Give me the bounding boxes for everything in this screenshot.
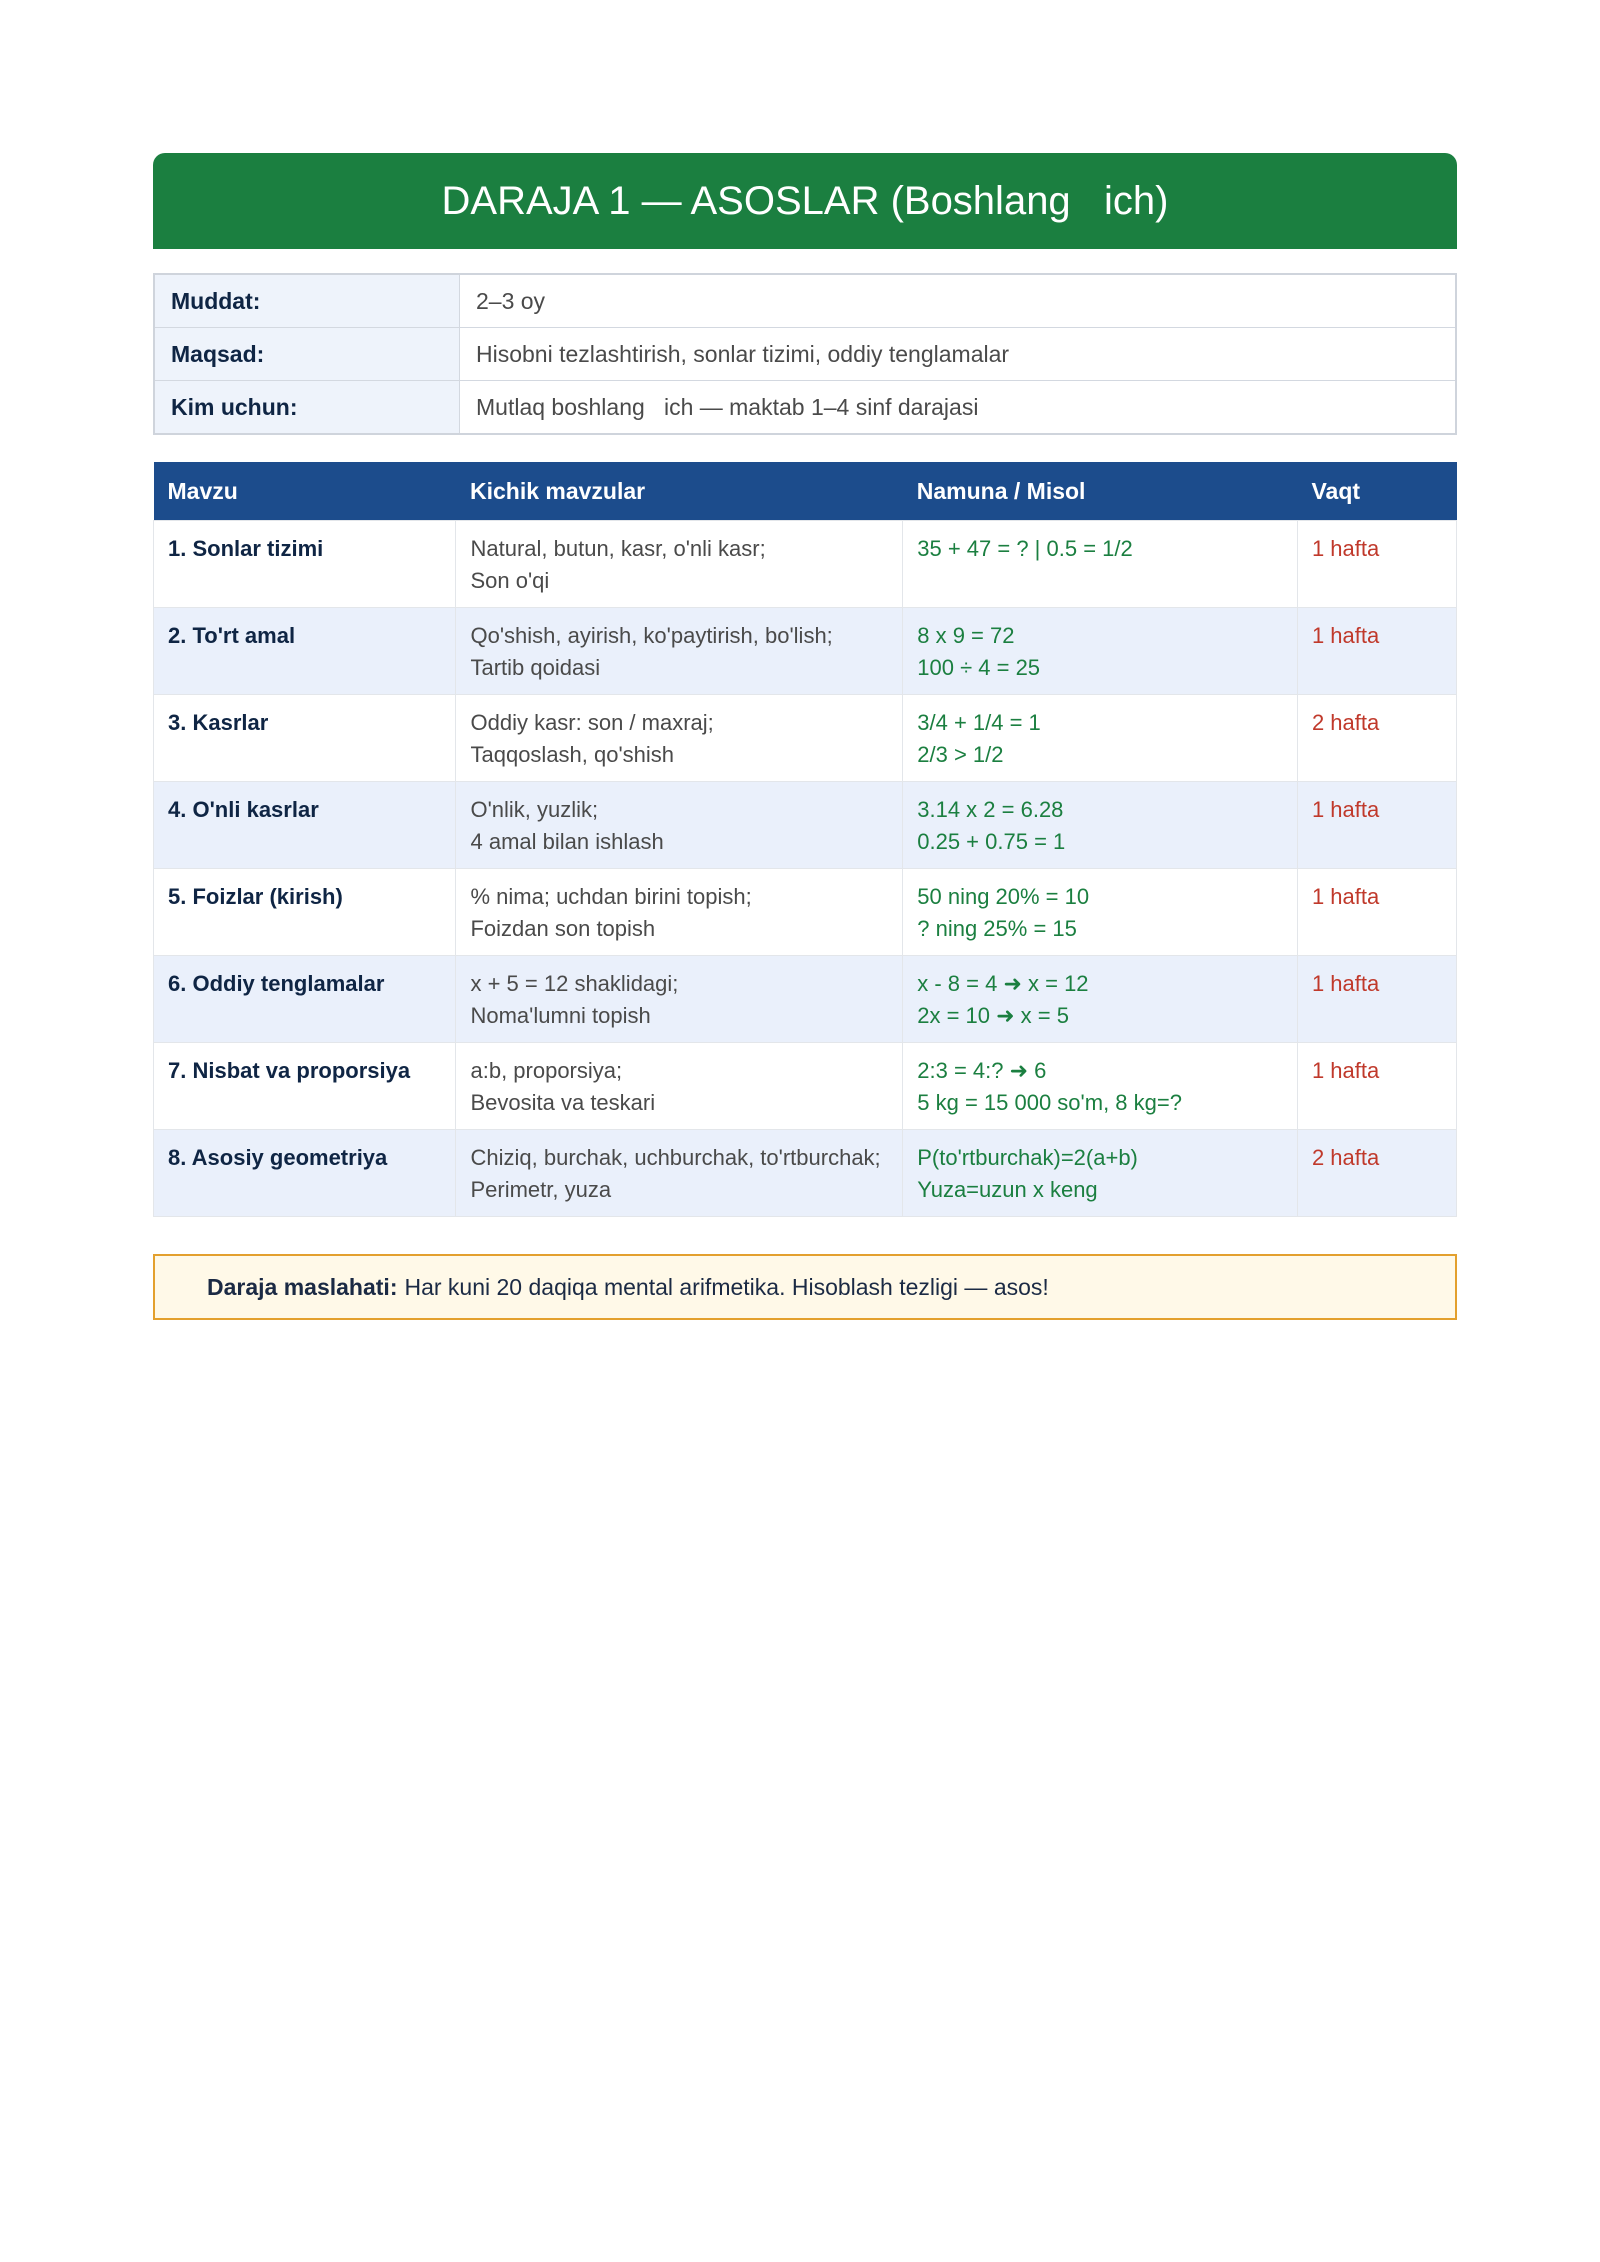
subtopics-cell	[456, 608, 903, 695]
table-row	[154, 521, 1457, 608]
subtopic-line: Bevosita va teskari	[470, 1090, 656, 1115]
example-line: 3.14 x 2 = 6.28	[917, 797, 1064, 822]
subtopic-line: Son o'qi	[470, 568, 550, 593]
topic-cell: 2. To'rt amal	[154, 608, 456, 695]
subtopics-cell	[456, 1130, 903, 1217]
subtopic-line: Tartib qoidasi	[470, 655, 601, 680]
example-line: P(to'rtburchak)=2(a+b)	[917, 1145, 1138, 1170]
info-row	[154, 274, 1456, 328]
tip-label: Daraja maslahati:	[207, 1273, 398, 1300]
info-row	[154, 328, 1456, 381]
subtopic-line: Taqqoslash, qo'shish	[470, 742, 675, 767]
info-value: 2–3 oy	[460, 274, 1457, 328]
subtopic-line: Qo'shish, ayirish, ko'paytirish, bo'lish;	[470, 623, 833, 648]
example-line: 0.25 + 0.75 = 1	[917, 829, 1066, 854]
subtopics-cell	[456, 956, 903, 1043]
column-header-time: Vaqt	[1297, 462, 1456, 521]
level-info-table	[153, 273, 1457, 435]
info-label: Maqsad:	[154, 328, 460, 381]
level-page	[153, 153, 1457, 1320]
topics-header-row	[154, 462, 1457, 521]
table-row	[154, 695, 1457, 782]
topic-cell: 3. Kasrlar	[154, 695, 456, 782]
subtopics-cell	[456, 521, 903, 608]
topic-cell: 6. Oddiy tenglamalar	[154, 956, 456, 1043]
subtopic-line: Perimetr, yuza	[470, 1177, 612, 1202]
example-cell	[903, 956, 1298, 1043]
time-cell: 2 hafta	[1297, 1130, 1456, 1217]
info-label: Muddat:	[154, 274, 460, 328]
subtopic-line: a:b, proporsiya;	[470, 1058, 623, 1083]
example-cell	[903, 782, 1298, 869]
column-header-example: Namuna / Misol	[903, 462, 1298, 521]
subtopics-cell	[456, 1043, 903, 1130]
column-header-topic: Mavzu	[154, 462, 456, 521]
subtopic-line: Natural, butun, kasr, o'nli kasr;	[470, 536, 766, 561]
example-line: 3/4 + 1/4 = 1	[917, 710, 1041, 735]
info-value: Hisobni tezlashtirish, sonlar tizimi, oddiy tenglamalar	[460, 328, 1457, 381]
subtopic-line: x + 5 = 12 shaklidagi;	[470, 971, 679, 996]
time-cell: 1 hafta	[1297, 956, 1456, 1043]
info-row	[154, 381, 1456, 435]
time-cell: 1 hafta	[1297, 869, 1456, 956]
example-line: 5 kg = 15 000 so'm, 8 kg=?	[917, 1090, 1182, 1115]
example-line: 50 ning 20% = 10	[917, 884, 1090, 909]
topics-table	[153, 462, 1457, 1217]
time-cell: 1 hafta	[1297, 608, 1456, 695]
example-cell	[903, 1043, 1298, 1130]
example-line: x - 8 = 4 ➜ x = 12	[917, 971, 1089, 996]
table-row	[154, 869, 1457, 956]
table-row	[154, 608, 1457, 695]
topic-cell: 8. Asosiy geometriya	[154, 1130, 456, 1217]
subtopic-line: Oddiy kasr: son / maxraj;	[470, 710, 714, 735]
table-row	[154, 956, 1457, 1043]
example-line: 35 + 47 = ? | 0.5 = 1/2	[917, 536, 1133, 561]
level-banner	[153, 153, 1457, 249]
time-cell: 1 hafta	[1297, 521, 1456, 608]
column-header-subtopics: Kichik mavzular	[456, 462, 903, 521]
example-line: ? ning 25% = 15	[917, 916, 1077, 941]
subtopics-cell	[456, 782, 903, 869]
example-cell	[903, 869, 1298, 956]
topic-cell: 1. Sonlar tizimi	[154, 521, 456, 608]
topic-cell: 7. Nisbat va proporsiya	[154, 1043, 456, 1130]
example-cell	[903, 521, 1298, 608]
subtopic-line: 4 amal bilan ishlash	[470, 829, 664, 854]
level-tip-box	[153, 1254, 1457, 1320]
example-cell	[903, 1130, 1298, 1217]
example-line: Yuza=uzun x keng	[917, 1177, 1098, 1202]
table-row	[154, 1043, 1457, 1130]
info-label: Kim uchun:	[154, 381, 460, 435]
time-cell: 1 hafta	[1297, 1043, 1456, 1130]
time-cell: 2 hafta	[1297, 695, 1456, 782]
subtopic-line: Foizdan son topish	[470, 916, 656, 941]
example-line: 2x = 10 ➜ x = 5	[917, 1003, 1069, 1028]
example-line: 100 ÷ 4 = 25	[917, 655, 1041, 680]
subtopic-line: % nima; uchdan birini topish;	[470, 884, 752, 909]
topic-cell: 4. O'nli kasrlar	[154, 782, 456, 869]
example-line: 2/3 > 1/2	[917, 742, 1004, 767]
subtopics-cell	[456, 869, 903, 956]
topics-body	[154, 521, 1457, 1217]
table-row	[154, 782, 1457, 869]
subtopic-line: O'nlik, yuzlik;	[470, 797, 599, 822]
example-cell	[903, 695, 1298, 782]
subtopic-line: Noma'lumni topish	[470, 1003, 651, 1028]
table-row	[154, 1130, 1457, 1217]
subtopic-line: Chiziq, burchak, uchburchak, to'rtburchak;	[470, 1145, 881, 1170]
example-line: 8 x 9 = 72	[917, 623, 1015, 648]
example-line: 2:3 = 4:? ➜ 6	[917, 1058, 1047, 1083]
tip-text: Har kuni 20 daqiqa mental arifmetika. Hisoblash tezligi — asos!	[404, 1273, 1049, 1300]
level-title: DARAJA 1 — ASOSLAR (Boshlang ich)	[441, 178, 1169, 223]
example-cell	[903, 608, 1298, 695]
time-cell: 1 hafta	[1297, 782, 1456, 869]
info-value: Mutlaq boshlang ich — maktab 1–4 sinf darajasi	[460, 381, 1457, 435]
subtopics-cell	[456, 695, 903, 782]
topic-cell: 5. Foizlar (kirish)	[154, 869, 456, 956]
